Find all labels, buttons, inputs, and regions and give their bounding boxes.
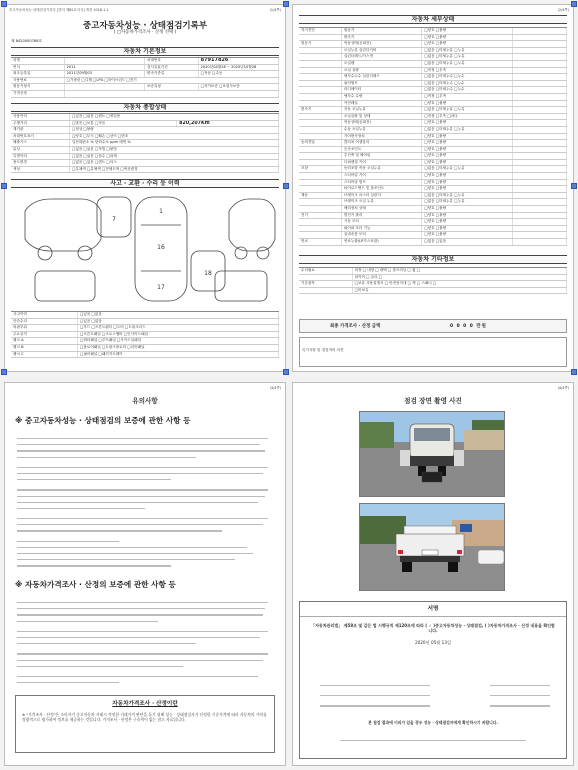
resize-handle[interactable] <box>571 369 577 375</box>
signature-section <box>299 601 567 759</box>
price-box <box>299 319 567 333</box>
signature-date: 2020년 05월 13일 <box>414 639 452 645</box>
section-basic-info: 자동차 기본정보 <box>11 47 279 56</box>
signature-title: 서명 <box>300 606 566 617</box>
diagram-number: 17 <box>157 284 165 291</box>
year-value: 2011 <box>65 65 145 71</box>
accident-table: 사고이력 □있음 □없음 단순수리 □있음 □없음 외판부위 □후드 □프론트펜더 □도어 □트렁크리드 주요골격 □프론트패널 □크로스멤버 □인사이드패널 랭크 A □쿼터패널 □루프패널 □사이드실패널 랭크 B □플로어패널 □트렁크플로어 □리어패널 랭크 C □필러패널 □패키지트레이 <box>11 311 279 369</box>
page-2 <box>292 4 574 372</box>
signature-law-text: 「자동차관리법」 제58조 및 같은 법 시행규칙 제120조에 따라 ( ✓ )중고자동차성능 · 상태점검, ( )자동차가격조사 · 산정 내용을 확인합니다. <box>311 622 555 634</box>
mileage-value: 820,207Km <box>177 121 279 127</box>
section-overall: 자동차 종합상태 <box>11 103 279 112</box>
price-definition-title: 자동차가격조사 · 산정이란 <box>112 701 178 707</box>
resize-handle[interactable] <box>1 183 7 189</box>
signature-lines <box>320 682 550 713</box>
options-table: 수리필요 외장 □ 내장 □ 광택 □ 룸크리닝 □ 휠 □ 타이어 □ 유리 □ 기본품목 □보유 사용설명서 □ 안전삼각대 □ 잭 □ 스패너 □ □미보유 <box>299 267 567 315</box>
section-options: 자동차 기타정보 <box>299 255 567 264</box>
diagram-number: 1 <box>159 208 163 215</box>
page-number: (4/4쪽) <box>557 386 569 390</box>
specials-box <box>299 337 567 367</box>
page-3 <box>4 382 286 766</box>
period-value: 2020년04월28 ~ 2020년10월28 <box>199 65 279 71</box>
resize-handle[interactable] <box>571 183 577 189</box>
section-detail: 자동차 세부상태 <box>299 15 567 24</box>
notice-caption: 유의사항 <box>132 397 158 405</box>
price-definition-box <box>15 695 275 753</box>
resize-handle[interactable] <box>571 1 577 7</box>
diagram-number: 18 <box>204 270 212 277</box>
detail-table: 자기진단 원동기 □양호 □불량 변속기 □양호 □불량 원동기 작동상태(공회전) □양호 □불량 오일누유 실린더커버 □없음 □미세누유 □누유 실린더헤드/가스켓 □없음 □미세누유 □누유 오일팬 □없음 □미세누유 □누유 오일 유량 □적정 □부족 냉각수누수 실린더헤드 □없음 □미세누수 □누수 워터펌프 □없음 □미세누수 □누수 라디에이터 □없음 □미세누수 □누수 냉각수 수량 □적정 □부족 커먼레일 □양호 □불량 변속기 자동 오일누유 □없음 □미세누유 □누유 오일유량 및 상태 □적정 □부족 □과다 작동상태(공회전) □양호 □불량 수동 오일누유 □없음 □미세누유 □누유 기어변속장치 □양호 □불량 동력전달 클러치 어셈블리 □양호 □불량 등속조인트 □양호 □불량 추진축 및 베어링 □양호 □불량 디퍼렌셜 기어 □양호 □불량 조향 동력조향 작동 오일누유 □없음 □미세누유 □누유 스티어링 기어 □양호 □불량 스티어링 펌프 □양호 □불량 타이로드엔드 및 볼조인트 □양호 □불량 제동 브레이크 마스터 실린더 □없음 □미세누유 □누유 브레이크 오일 누유 □없음 □미세누유 □누유 배력장치 상태 □양호 □불량 전기 발전기 출력 □양호 □불량 시동 모터 □양호 □불량 와이퍼 모터 기능 □양호 □불량 실내송풍 모터 □양호 □불량 연료 연료누출(LP가스포함) □없음 □있음 <box>299 27 567 251</box>
inspection-photo-front <box>359 411 505 497</box>
record-number: 제 8420000768호 <box>11 39 42 43</box>
car-diagram <box>15 191 277 307</box>
page-number: (3/4쪽) <box>269 386 281 390</box>
diagram-number: 16 <box>157 244 165 251</box>
signature-footer-line <box>340 740 526 741</box>
page-number: (2/4쪽) <box>557 8 569 12</box>
resize-handle[interactable] <box>283 369 289 375</box>
form-header: 중고자동차성능·상태점검기록부 [별지 제82호서식] 개정 2018.1.1 <box>9 8 109 12</box>
page-4 <box>292 382 574 766</box>
notice-heading-1: ※ 중고자동차성능 · 상태점검의 보증에 관한 사항 등 <box>15 416 191 425</box>
price-label: 최종 가격조사 · 산정 금액 <box>330 324 381 329</box>
photo-title: 점검 장면 촬영 사진 <box>404 397 462 405</box>
vin-value: 87917826 <box>199 58 279 64</box>
page-number: (1/4쪽) <box>269 8 281 12</box>
page-title: 중고자동차성능 · 상태점검기록부 <box>82 21 208 31</box>
notice-lines-2 <box>17 597 273 683</box>
page-subtitle: ( □자동차가격조사 · 산정 선택 ) <box>113 30 177 35</box>
inspection-photo-rear <box>359 503 505 591</box>
section-accident: 사고 · 교환 · 수리 등 이력 <box>11 179 279 188</box>
page-1 <box>4 4 286 372</box>
notice-heading-2: ※ 자동차가격조사 · 산정의 보증에 관한 사항 등 <box>15 580 176 589</box>
overall-table: 사용이력 □있음 □없음 □렌트 □영업용 주행거리 □많음 □보통 □적음 820,207Km 계기판 □정상 □불량 차대번호표기 □양호 □부식 □훼손 □상이 □변조 배출가스 일산화탄소 % 탄화수소 ppm 매연 % 튜닝 □없음 □있음 □적법 □불법 특별이력 □없음 □있음 □침수 □화재 용도변경 □없음 □있음 □렌트 □리스 색상 □무채색 □유채색 □전체도색 □색상변경 <box>11 113 279 177</box>
price-value: 0 0 0 0 만원 <box>450 324 487 329</box>
diagram-number: 7 <box>112 216 116 223</box>
resize-handle[interactable] <box>1 1 7 7</box>
notice-lines-1 <box>17 433 273 567</box>
resize-handle[interactable] <box>1 369 7 375</box>
price-definition-text: ※ "가격조사 · 산정"은 소비자가 중고자동차 거래시 적정한 거래가격 판단을 돕기 위해 성능 · 상태점검자가 산정한 기준가격에 따라 자동차의 가치를 정량적으로 평가하여 정보를 제공하는 것입니다. 가격조사 · 산정은 구속력이 없는 참고 자료입니다. <box>22 711 267 722</box>
resize-handle[interactable] <box>283 1 289 7</box>
resize-handle[interactable] <box>283 183 289 189</box>
signature-note: 본 점검 결과에 이의가 있을 경우 성능 · 상태점검자에게 확인하시기 바랍니다. <box>368 720 498 725</box>
specials-label: 특기사항 및 점검자의 의견 <box>302 348 344 352</box>
basic-info-table: 차명 차대번호 87917826 연식 2011 검사유효기간 2020년04월28 ~ 2020년10월28 최초등록일 2011년09월03 변속기종류 □자동 □수동 사용연료 □가솔린 □디젤 □LPG □하이브리드 □전기 원동기형식 보증유형 □자가보증 □보험사보증 가격산정 <box>11 57 279 101</box>
first-reg-value: 2011년09월03 <box>65 71 145 77</box>
